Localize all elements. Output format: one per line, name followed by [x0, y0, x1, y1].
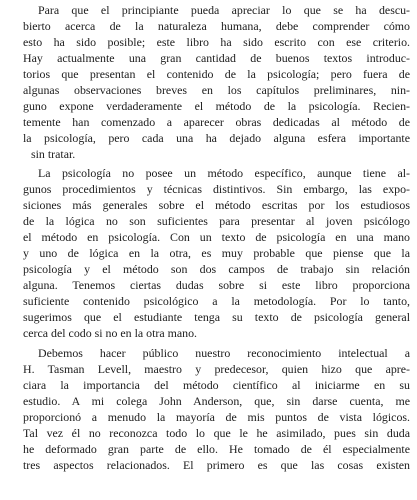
text-line: siciones más generales sobre el método escritas por los estudiosos: [23, 198, 410, 212]
text-line: tres aspectos relacionados. El primero es que las cosas existen: [23, 458, 410, 472]
text-line: gunos procedimientos y técnicas distintivos. Sin embargo, las expo-: [23, 182, 410, 196]
text-line: Tal vez él no reconozca todo lo que le he asimilado, pues sin duda: [23, 426, 410, 440]
text-line: Para que el principiante pueda apreciar lo que se ha descu-: [38, 3, 410, 17]
text-line: algunas observaciones breves en los capítulos preliminares, nin-: [23, 83, 410, 97]
text-line: H. Tasman Levell, maestro y predecesor, quien hizo que apre-: [23, 362, 410, 376]
text-line: y uno de lógica en la otra, es muy probable que piense que la: [23, 246, 410, 260]
text-line: temente han comenzado a aparecer obras dedicadas al método de: [23, 115, 410, 129]
text-line: sin tratar.: [31, 147, 76, 161]
text-line: ciara la importancia del método científico al iniciarme en su: [23, 378, 410, 392]
text-line: guno expone verdaderamente el método de la psicología. Recien-: [23, 99, 410, 113]
text-line: La psicología no posee un método específico, aunque tiene al-: [38, 166, 410, 180]
text-line: Debemos hacer público nuestro reconocimiento intelectual a: [38, 346, 410, 360]
text-line: suficiente contenido psicológico a la metodología. Por lo tanto,: [23, 294, 410, 308]
text-line: estudio. A mi colega John Anderson, que, sin darse cuenta, me: [23, 394, 410, 408]
text-line: torios que presentan el contenido de la psicología; pero fuera de: [23, 67, 410, 81]
text-line: esto ha sido posible; este libro ha sido escrito con ese criterio.: [23, 35, 410, 49]
text-line: la psicología, pero cada una ha dejado alguna esfera importante: [23, 131, 410, 145]
text-line: alguna. Tenemos ciertas dudas sobre si este libro proporciona: [23, 278, 410, 292]
text-line: Hay actualmente una gran cantidad de buenos textos introduc-: [23, 51, 410, 65]
text-line: de la lógica no son suficientes para presentar al joven psicólogo: [23, 214, 410, 228]
text-line: psicología y el método son dos campos de trabajo sin relación: [23, 262, 410, 276]
text-line: he deformado gran parte de ello. He tomado de él especialmente: [23, 442, 410, 456]
text-line: sugerimos que el estudiante tenga su texto de psicología general: [23, 310, 410, 324]
text-line: cerca del codo si no en la otra mano.: [23, 326, 197, 340]
text-line: bierto acerca de la naturaleza humana, debe comprender cómo: [23, 19, 410, 33]
text-line: el método en psicología. Con un texto de psicología en una mano: [23, 230, 410, 244]
text-line: proporcionó a menudo la mayoría de mis puntos de vista lógicos.: [23, 410, 410, 424]
